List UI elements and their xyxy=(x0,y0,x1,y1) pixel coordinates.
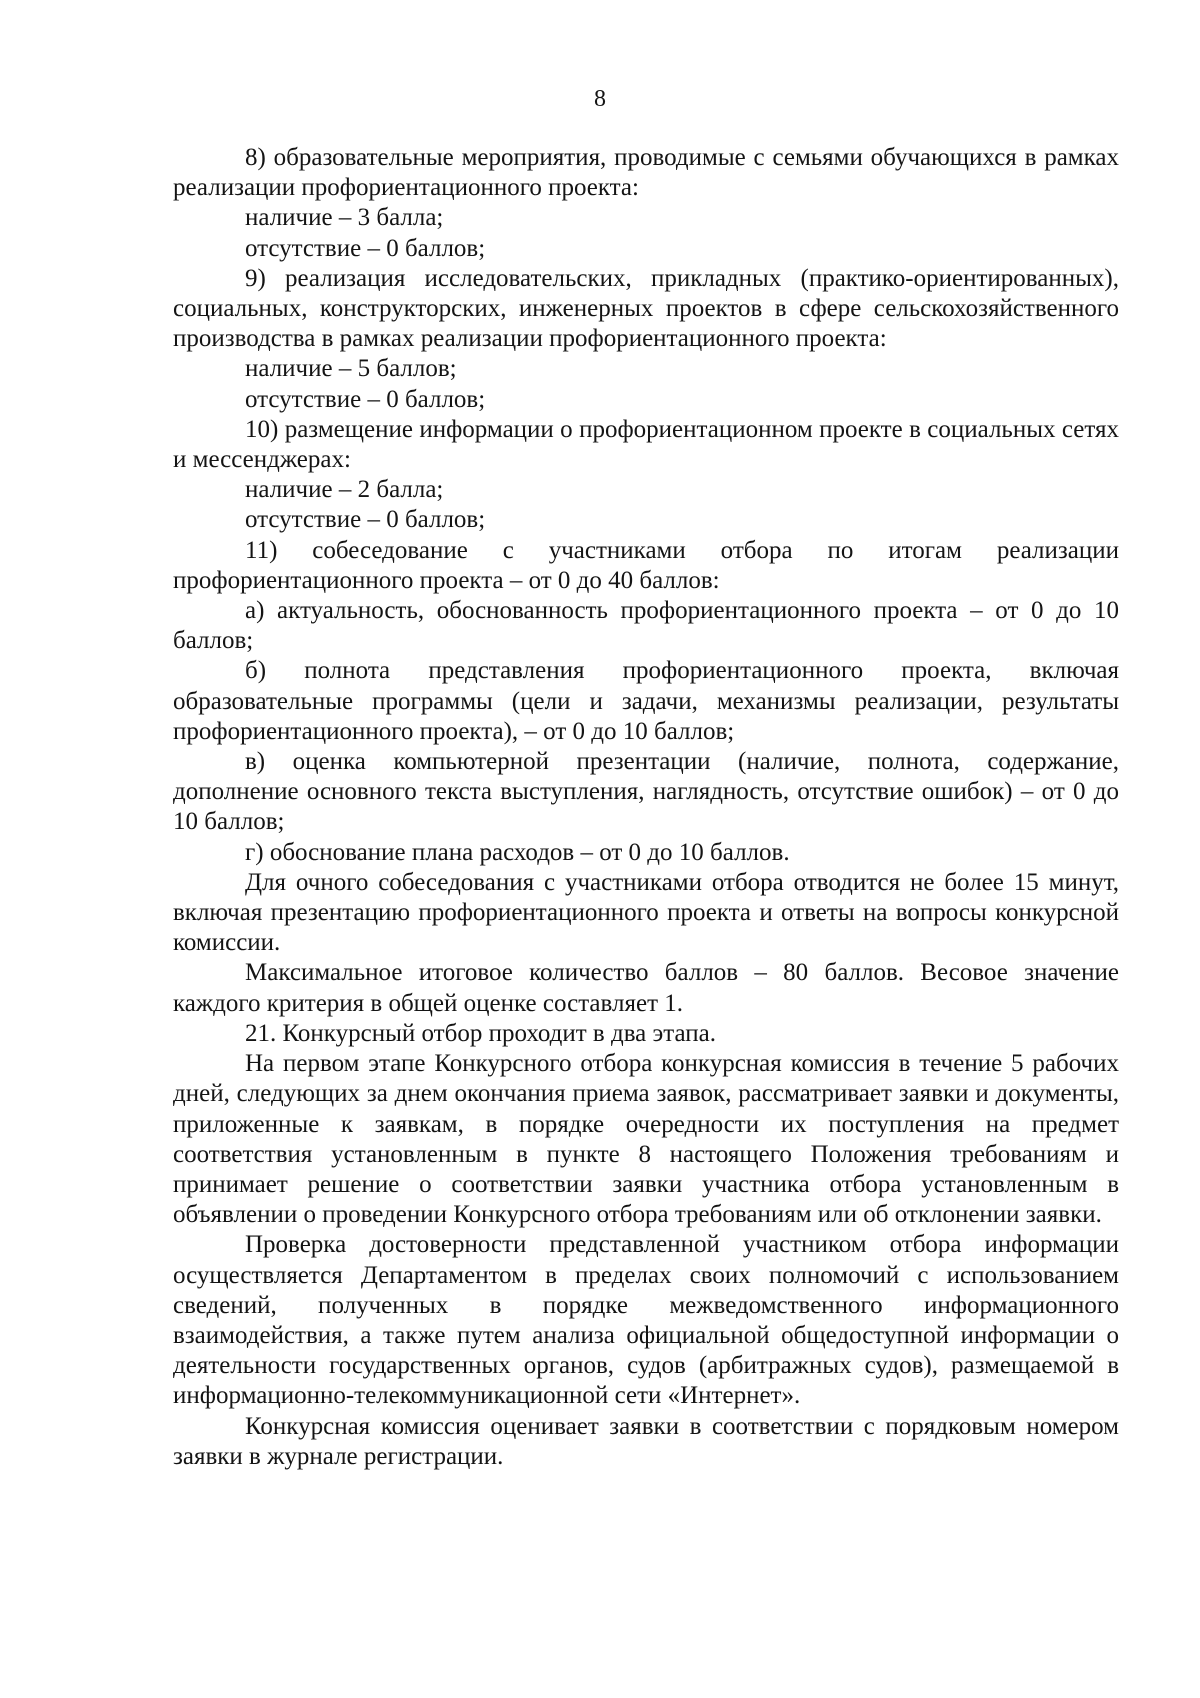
paragraph-item-11: 11) собеседование с участниками отбора по итогам реализации профориентационного проекта – от 0 до 40 баллов: xyxy=(173,536,1119,594)
paragraph-clause-21: 21. Конкурсный отбор проходит в два этапа. xyxy=(245,1019,716,1047)
paragraph-absence-score: отсутствие – 0 баллов; xyxy=(245,234,486,262)
paragraph-subitem-g: г) обоснование плана расходов – от 0 до 10 баллов. xyxy=(245,838,790,866)
paragraph-evaluation-order: Конкурсная комиссия оценивает заявки в соответствии с порядковым номером заявки в журнале регистрации. xyxy=(173,1412,1119,1470)
paragraph-presence-score: наличие – 3 балла; xyxy=(245,204,444,232)
paragraph-subitem-b: б) полнота представления профориентационного проекта, включая образовательные программы (цели и задачи, механизмы реализации, результаты профориентационного проекта), – от 0 до 10 баллов; xyxy=(173,657,1119,745)
paragraph-interview-duration: Для очного собеседования с участниками отбора отводится не более 15 минут, включая презентацию профориентационного проекта и ответы на вопросы конкурсной комиссии. xyxy=(173,868,1119,957)
paragraph-subitem-v: в) оценка компьютерной презентации (наличие, полнота, содержание, дополнение основного текста выступления, наглядность, отсутствие ошибок) – от 0 до 10 баллов; xyxy=(173,748,1119,836)
paragraph-verification: Проверка достоверности представленной участником отбора информации осуществляется Департаментом в пределах своих полномочий с использованием сведений, полученных в порядке межведомственного информационного взаимодействия, а также путем анализа официальной общедоступной информации о деятельности государственных органов, судов (арбитражных судов), размещаемой в информационно-телекоммуникационной сети «Интернет». xyxy=(173,1231,1119,1410)
paragraph-presence-score: наличие – 2 балла; xyxy=(245,476,444,504)
page-number: 8 xyxy=(594,86,606,112)
paragraph-absence-score: отсутствие – 0 баллов; xyxy=(245,506,486,534)
paragraph-item-9: 9) реализация исследовательских, прикладных (практико-ориентированных), социальных, конструкторских, инженерных проектов в сфере сельскохозяйственного производства в рамках реализации профориентационного проекта: xyxy=(173,264,1119,353)
paragraph-first-stage: На первом этапе Конкурсного отбора конкурсная комиссия в течение 5 рабочих дней, следующих за днем окончания приема заявок, рассматривает заявки и документы, приложенные к заявкам, в порядке очередности их поступления на предмет соответствия установленным в пункте 8 настоящего Положения требованиям и принимает решение о соответствии заявки участника отбора установленным в объявлении о проведении Конкурсного отбора требованиям или об отклонении заявки. xyxy=(173,1050,1119,1229)
paragraph-max-score: Максимальное итоговое количество баллов – 80 баллов. Весовое значение каждого критерия в общей оценке составляет 1. xyxy=(173,959,1119,1017)
paragraph-absence-score: отсутствие – 0 баллов; xyxy=(245,385,486,413)
paragraph-subitem-a: а) актуальность, обоснованность профориентационного проекта – от 0 до 10 баллов; xyxy=(173,597,1119,655)
paragraph-presence-score: наличие – 5 баллов; xyxy=(245,355,457,383)
paragraph-item-10: 10) размещение информации о профориентационном проекте в социальных сетях и мессенджерах: xyxy=(173,415,1119,474)
paragraph-item-8: 8) образовательные мероприятия, проводимые с семьями обучающихся в рамках реализации профориентационного проекта: xyxy=(173,144,1119,202)
document-body xyxy=(173,143,1119,1472)
